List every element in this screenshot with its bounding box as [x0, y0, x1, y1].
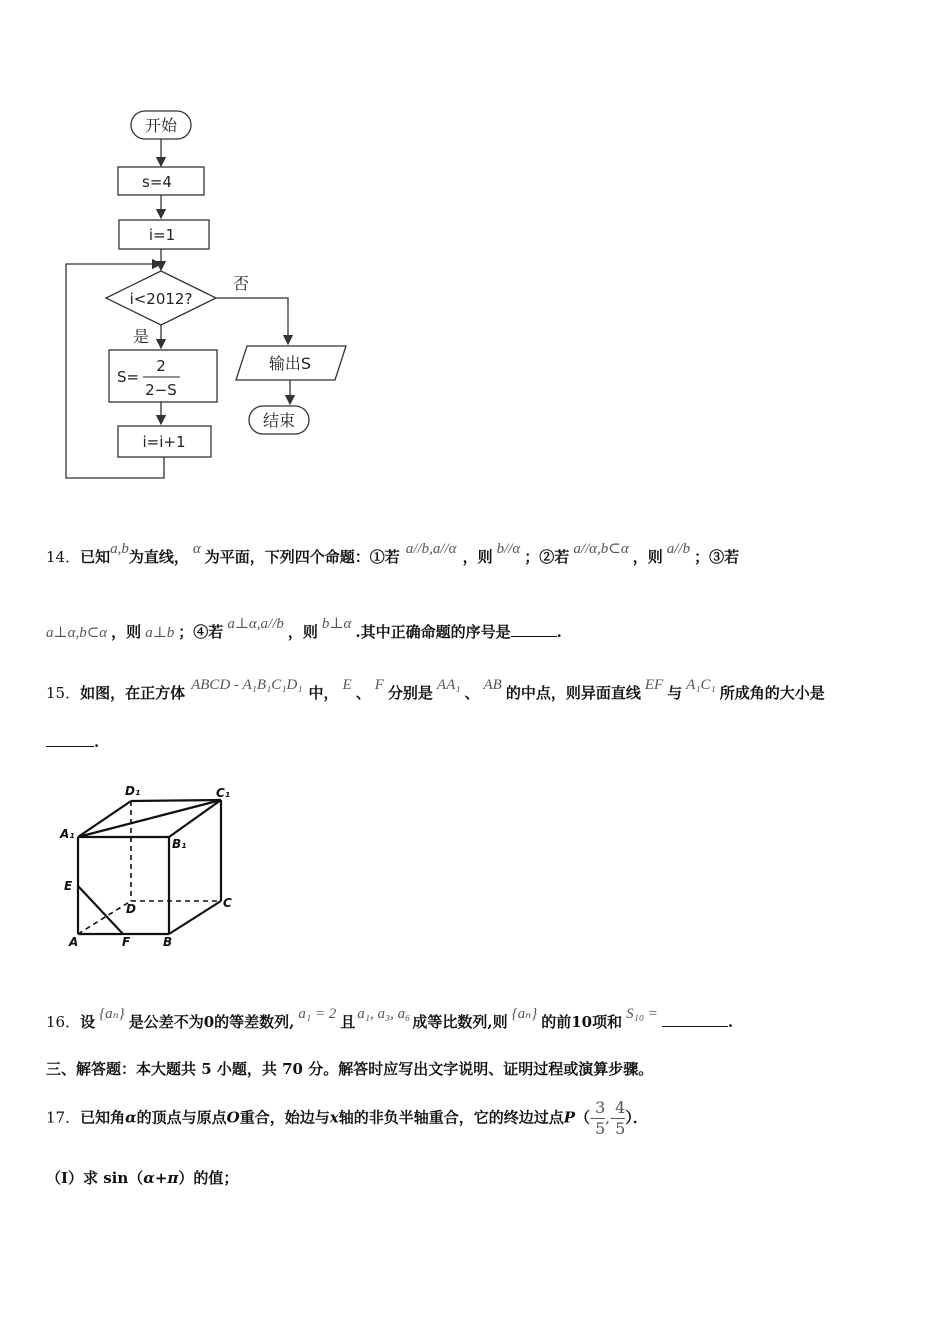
fraction: $\frac{4}{5}$	[615, 1098, 626, 1138]
cube-label: B₁	[172, 837, 187, 851]
cube-figure	[55, 780, 255, 955]
flowchart	[0, 0, 380, 500]
cube-label: D	[126, 902, 136, 916]
cube-label: D₁	[125, 784, 141, 798]
cube-label: B	[163, 935, 173, 949]
fraction: $\frac{3}{5}$	[595, 1098, 606, 1138]
question-16: 16．设 {aₙ} 是公差不为0的等差数列, a₁ = 2 且 a₁, a₃, a₆ 成等比数列,则 {aₙ} 的前10项和 S₁₀ = .	[46, 1006, 734, 1031]
no-label: 否	[233, 274, 250, 293]
section-heading: 三、解答题：本大题共 5 小题，共 70 分。解答时应写出文字说明、证明过程或演算步骤。	[46, 1060, 654, 1078]
cube-label: C₁	[216, 786, 231, 800]
init-s-label: s=4	[142, 173, 172, 191]
condition-label: i<2012?	[129, 290, 193, 308]
answer-blank[interactable]	[46, 732, 94, 747]
question-17: 17．已知角α的顶点与原点O重合，始边与x轴的非负半轴重合，它的终边过点P（- $\frac{3}{5}$ ,- $\frac{4}{5}$ ）．	[46, 1098, 648, 1138]
increment-label: i=i+1	[142, 433, 186, 451]
cube-label: A	[69, 935, 79, 949]
question-14-line2: a⊥α,b⊂α ，则 a⊥b ；④若 a⊥α,a//b ，则 b⊥α .其中正确命题的序号是 .	[46, 616, 562, 641]
question-number: 17．	[46, 1108, 81, 1127]
assign-prefix: S=	[117, 368, 140, 386]
end-label: 结束	[262, 411, 296, 430]
cube-label: F	[122, 935, 131, 949]
question-number: 16．	[46, 1013, 81, 1031]
init-i-label: i=1	[148, 226, 176, 244]
yes-label: 是	[133, 327, 150, 346]
cube-label: A₁	[60, 827, 75, 841]
question-15-line2: .	[46, 732, 99, 751]
assign-numerator: 2	[156, 357, 166, 375]
answer-blank[interactable]	[511, 622, 557, 637]
question-number: 14．	[46, 548, 81, 566]
cube-label: C	[223, 896, 232, 910]
cube-label: E	[64, 879, 73, 893]
question-number: 15．	[46, 684, 81, 702]
start-label: 开始	[144, 116, 178, 135]
question-17-part-1: （Ⅰ）求 sin（α+π）的值；	[46, 1169, 239, 1187]
assign-denominator: 2−S	[145, 381, 177, 399]
question-15-line1: 15．如图，在正方体 ABCD - A₁B₁C₁D₁ 中， E 、 F 分别是 AA₁ 、 AB 的中点，则异面直线 EF 与 A₁C₁ 所成角的大小是	[46, 677, 825, 702]
question-14-line1: 14．已知a,b为直线， α 为平面，下列四个命题：①若 a//b,a//α ，则 b//α ；②若 a//α,b⊂α ，则 a//b ；③若	[46, 541, 740, 566]
answer-blank[interactable]	[662, 1012, 728, 1027]
output-label: 输出S	[268, 354, 312, 373]
